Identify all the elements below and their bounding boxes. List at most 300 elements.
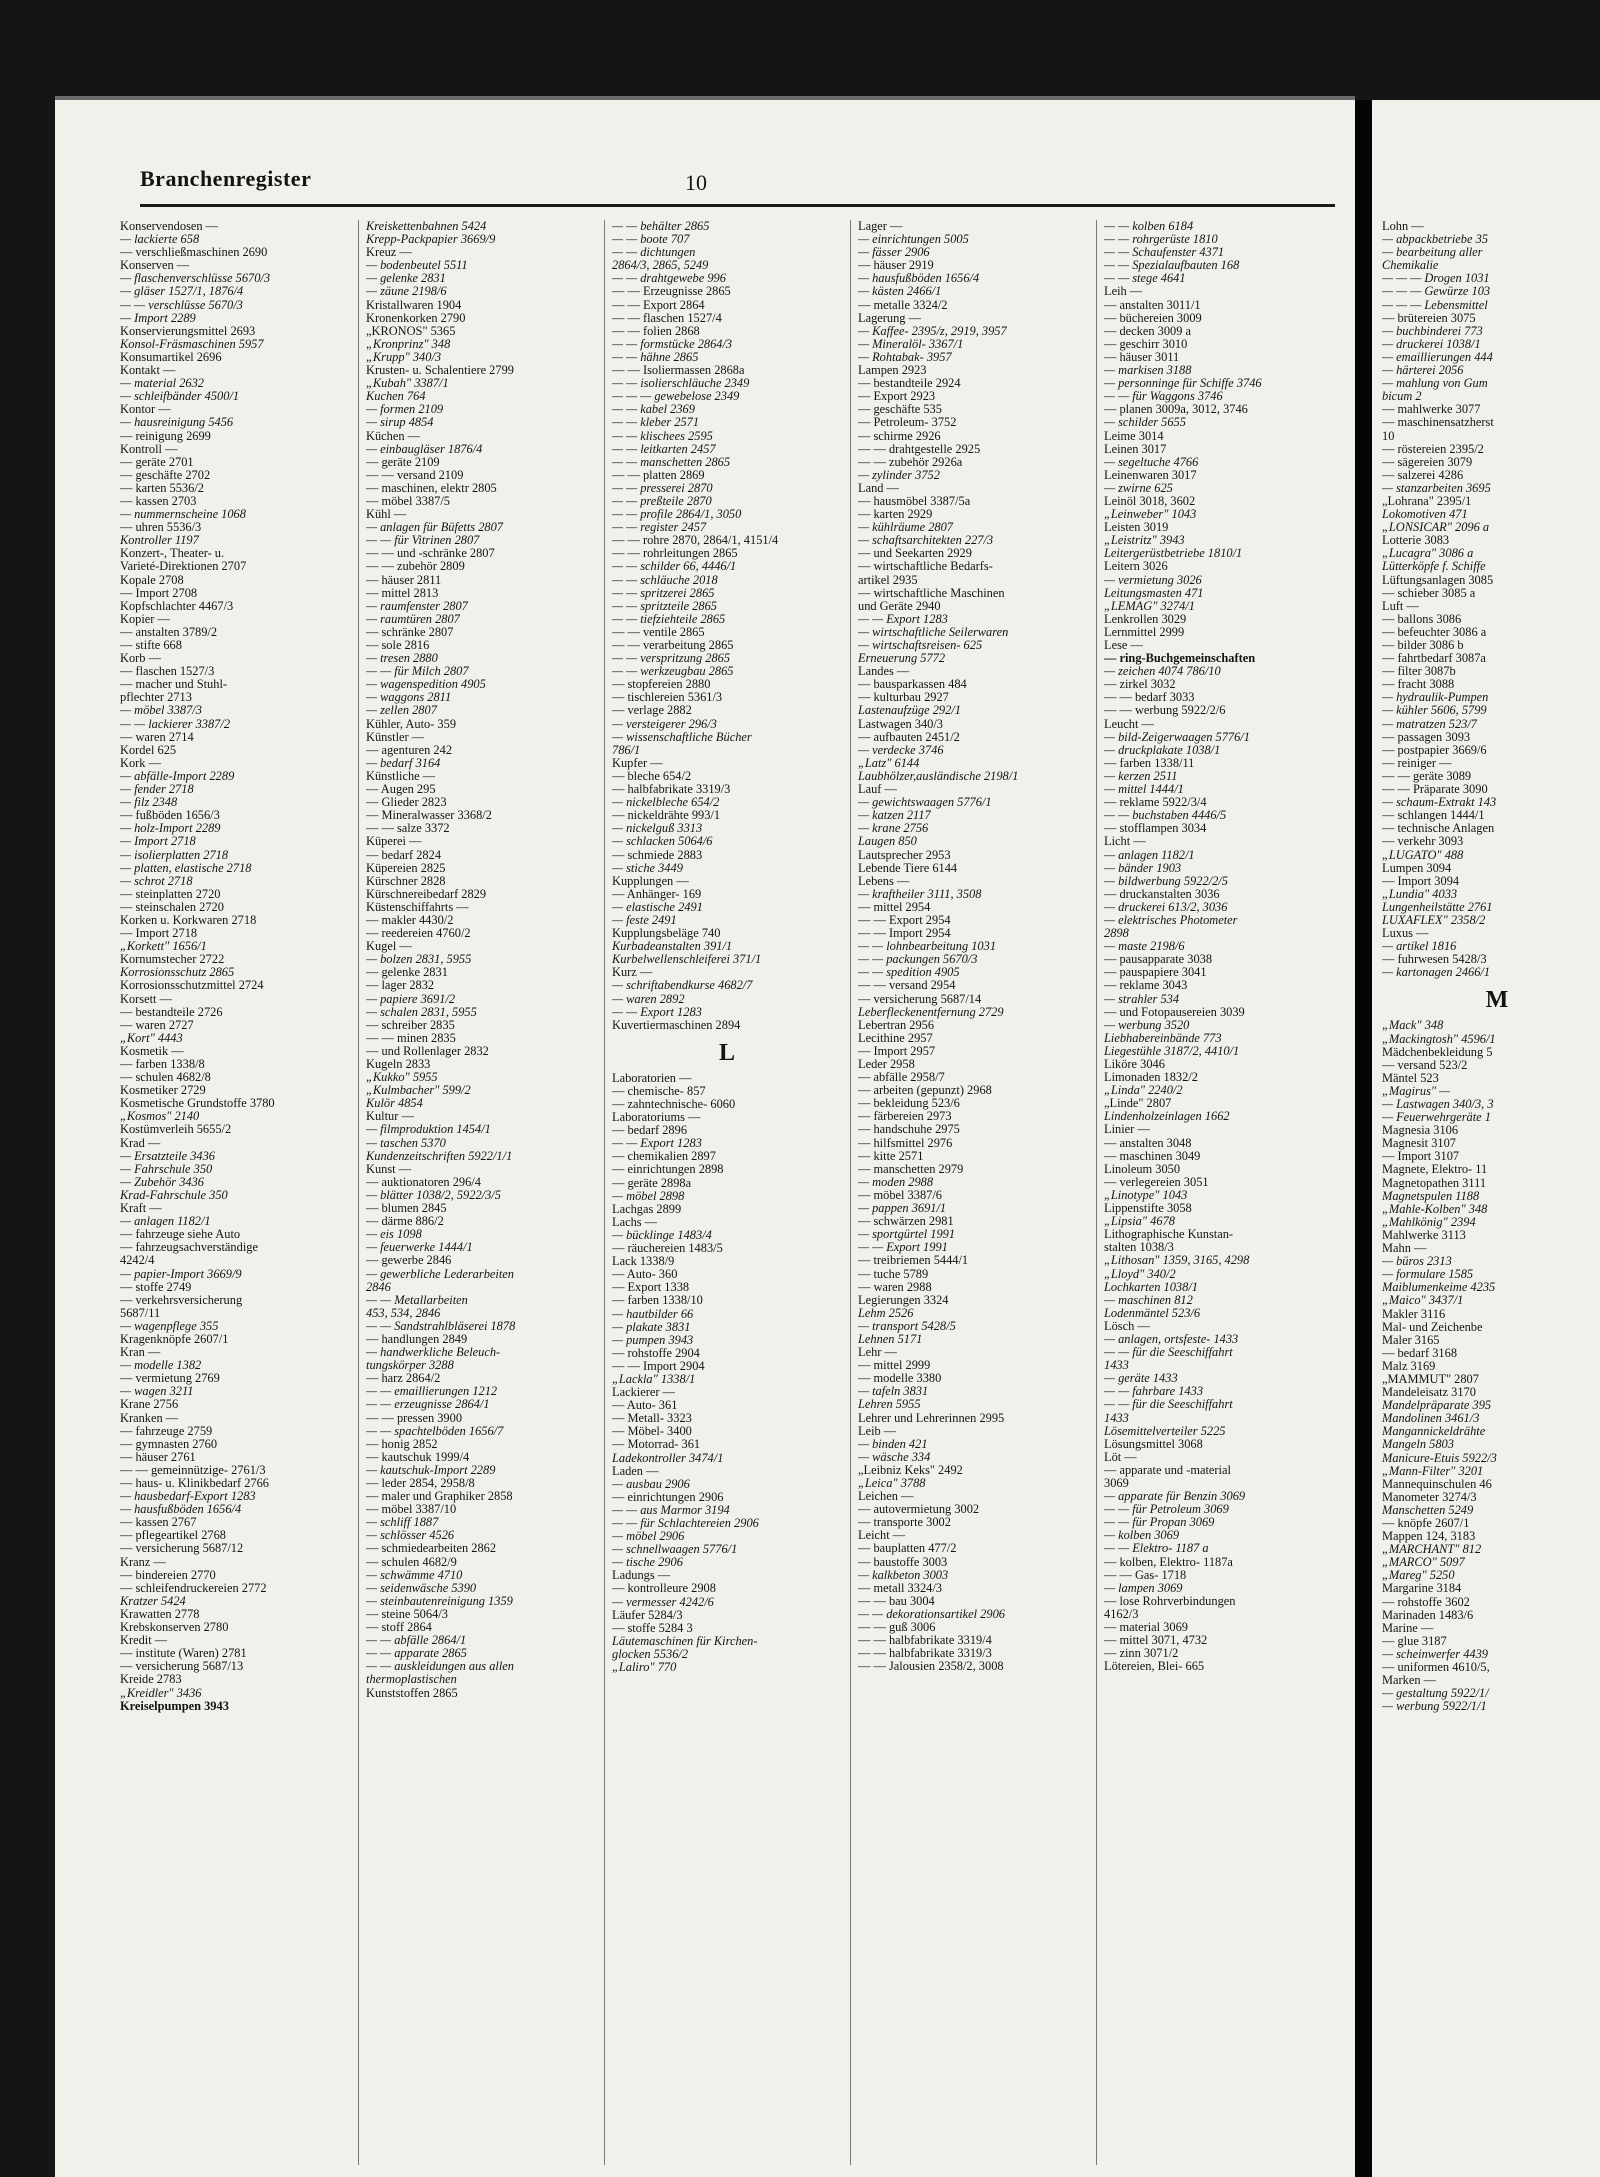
- directory-entry: — glue 3187: [1382, 1633, 1447, 1648]
- directory-entry: — — emaillierungen 1212: [366, 1385, 498, 1399]
- directory-entry: tungskörper 3288: [366, 1359, 454, 1373]
- directory-entry: — kalkbeton 3003: [858, 1568, 949, 1582]
- directory-entry: — — Jalousien 2358/2, 3008: [858, 1660, 1004, 1674]
- directory-entry: — Import 3107: [1382, 1149, 1460, 1164]
- directory-entry: — — drahtgestelle 2925: [858, 442, 981, 456]
- directory-entry: Lecithine 2957: [858, 1031, 933, 1045]
- directory-entry: — nickelbleche 654/2: [612, 796, 720, 810]
- directory-entry: Krebskonserven 2780: [120, 1621, 229, 1635]
- directory-entry: — schrot 2718: [120, 874, 193, 888]
- directory-entry: „Mahle-Kolben" 348: [1382, 1201, 1488, 1216]
- directory-entry: Mandolinen 3461/3: [1382, 1411, 1480, 1426]
- directory-entry: — — folien 2868: [612, 324, 700, 338]
- directory-entry: Limonaden 1832/2: [1104, 1071, 1198, 1085]
- directory-entry: Kostümverleih 5655/2: [120, 1123, 232, 1137]
- directory-entry: „MARCO" 5097: [1382, 1555, 1465, 1570]
- directory-entry: — — verspritzung 2865: [612, 652, 731, 666]
- directory-entry: Kranken —: [120, 1411, 179, 1425]
- directory-entry: — fahrtbedarf 3087a: [1382, 651, 1486, 666]
- directory-entry: — räuchereien 1483/5: [612, 1242, 723, 1256]
- directory-entry: Läutemaschinen für Kirchen-: [612, 1634, 758, 1648]
- directory-entry: — waren 2892: [612, 992, 685, 1006]
- directory-entry: — — Export 2864: [612, 298, 705, 312]
- directory-entry: — bleche 654/2: [612, 769, 692, 783]
- directory-entry: Kronenkorken 2790: [366, 311, 466, 325]
- directory-entry: — markisen 3188: [1104, 364, 1192, 378]
- directory-entry: — mittel 2999: [858, 1359, 931, 1373]
- directory-entry: — versicherung 5687/14: [858, 992, 982, 1006]
- directory-entry: — mahlung von Gum: [1382, 376, 1488, 391]
- directory-entry: Lösemittelverteiler 5225: [1104, 1424, 1226, 1438]
- directory-entry: 5687/11: [120, 1306, 161, 1320]
- directory-entry: — honig 2852: [366, 1437, 438, 1451]
- directory-entry: — geräte 2109: [366, 455, 440, 469]
- directory-entry: — holz-Import 2289: [120, 822, 221, 836]
- directory-entry: Künstler —: [366, 730, 425, 744]
- directory-entry: — kraftheiler 3111, 3508: [858, 887, 982, 901]
- directory-entry: — bildwerbung 5922/2/5: [1104, 874, 1228, 888]
- directory-entry: — transporte 3002: [858, 1516, 951, 1530]
- directory-entry: — bodenbeutel 5511: [366, 259, 468, 273]
- directory-entry: Kork —: [120, 756, 161, 770]
- directory-entry: Kreiselpumpen 3943: [120, 1699, 229, 1713]
- directory-entry: — tresen 2880: [366, 652, 438, 666]
- directory-entry: 2898: [1104, 927, 1129, 941]
- directory-entry: — uniformen 4610/5,: [1382, 1660, 1490, 1675]
- facing-page-column: [1382, 220, 1600, 2170]
- directory-entry: — möbel 3387/5: [366, 494, 450, 508]
- directory-entry: Ladekontroller 3474/1: [612, 1451, 724, 1465]
- directory-entry: — Motorrad- 361: [612, 1438, 701, 1452]
- directory-entry: Lackierer —: [612, 1386, 675, 1400]
- directory-entry: — — Spezialaufbauten 168: [1104, 259, 1240, 273]
- directory-entry: — druckanstalten 3036: [1104, 887, 1220, 901]
- directory-entry: — wirtschaftliche Seilerwaren: [858, 625, 1009, 639]
- directory-entry: Kopale 2708: [120, 573, 184, 587]
- directory-entry: — leder 2854, 2958/8: [366, 1477, 475, 1490]
- directory-entry: 4162/3: [1104, 1607, 1139, 1621]
- directory-entry: „Mackingtosh" 4596/1: [1382, 1031, 1496, 1046]
- directory-entry: — elektrisches Photometer: [1104, 913, 1238, 927]
- directory-entry: — zinn 3071/2: [1104, 1647, 1179, 1661]
- directory-entry: — raumfenster 2807: [366, 599, 468, 613]
- directory-entry: — reinigung 2699: [120, 429, 211, 443]
- directory-entry: Leicht —: [858, 1529, 906, 1543]
- directory-entry: — schwämme 4710: [366, 1568, 463, 1582]
- directory-entry: — krane 2756: [858, 822, 929, 836]
- directory-entry: — häuser 2919: [858, 259, 934, 273]
- directory-entry: Kopfschlachter 4467/3: [120, 599, 234, 613]
- directory-entry: — kontrolleure 2908: [612, 1582, 716, 1596]
- directory-entry: — platten, elastische 2718: [120, 861, 252, 875]
- directory-entry: — — schilder 66, 4446/1: [612, 560, 737, 574]
- directory-entry: Laubhölzer,ausländische 2198/1: [858, 769, 1019, 783]
- directory-entry: — schilder 5655: [1104, 416, 1186, 430]
- directory-entry: „Mahlkönig" 2394: [1382, 1214, 1476, 1229]
- directory-entry: Kuvertiermaschinen 2894: [612, 1018, 741, 1032]
- directory-entry: — verkehrsversicherung: [120, 1293, 243, 1307]
- directory-entry: Kunststoffen 2865: [366, 1686, 458, 1700]
- directory-entry: — ausbau 2906: [612, 1477, 690, 1491]
- directory-entry: Krad-Fahrschule 350: [120, 1188, 228, 1202]
- directory-entry: stalten 1038/3: [1104, 1241, 1174, 1255]
- directory-entry: LUXAFLEX" 2358/2: [1382, 912, 1486, 927]
- directory-entry: — auktionatoren 296/4: [366, 1175, 481, 1189]
- directory-entry: — Zubehör 3436: [120, 1175, 204, 1189]
- section-letter: M: [1485, 987, 1509, 1014]
- directory-entry: — bedarf 3164: [366, 756, 441, 770]
- directory-entry: 453, 534, 2846: [366, 1306, 441, 1320]
- directory-entry: — segeltuche 4766: [1104, 455, 1199, 469]
- directory-entry: — geschäfte 535: [858, 403, 942, 417]
- directory-entry: „Mack" 348: [1382, 1018, 1444, 1033]
- directory-entry: — lager 2832: [366, 979, 435, 993]
- directory-entry: 2846: [366, 1280, 391, 1294]
- directory-entry: — schalen 2831, 5955: [366, 1005, 477, 1019]
- directory-entry: — nummernscheine 1068: [120, 508, 246, 522]
- directory-entry: — gestaltung 5922/1/: [1382, 1686, 1489, 1701]
- directory-entry: — — — Drogen 1031: [1382, 271, 1490, 286]
- directory-entry: — harz 2864/2: [366, 1372, 441, 1386]
- directory-entry: Magnetspulen 1188: [1382, 1188, 1480, 1203]
- directory-entry: und Geräte 2940: [858, 599, 941, 613]
- directory-entry: 1433: [1104, 1411, 1129, 1425]
- directory-entry: — schreiber 2835: [366, 1018, 455, 1032]
- directory-entry: — treibriemen 5444/1: [858, 1254, 969, 1268]
- column-divider: [604, 220, 605, 2165]
- directory-entry: — mahlwerke 3077: [1382, 402, 1481, 417]
- directory-entry: — — fahrbare 1433: [1104, 1385, 1204, 1399]
- directory-entry: — — kolben 6184: [1104, 220, 1194, 233]
- directory-entry: Kürschner 2828: [366, 874, 446, 888]
- directory-entry: — waren 2727: [120, 1018, 194, 1032]
- directory-entry: — wäsche 334: [858, 1450, 931, 1464]
- directory-entry: — waren 2988: [858, 1280, 932, 1294]
- directory-entry: Krane 2756: [120, 1398, 179, 1412]
- directory-entry: Lumpen 3094: [1382, 860, 1452, 875]
- directory-entry: — — packungen 5670/3: [858, 953, 978, 967]
- directory-entry: — bestandteile 2924: [858, 377, 961, 391]
- directory-entry: Kurbelwellenschleiferei 371/1: [612, 953, 762, 967]
- directory-entry: — — Schaufenster 4371: [1104, 246, 1225, 260]
- directory-entry: — pumpen 3943: [612, 1333, 694, 1347]
- directory-entry: Küpereien 2825: [366, 861, 446, 875]
- directory-entry: — — minen 2835: [366, 1031, 456, 1045]
- directory-entry: Leinenwaren 3017: [1104, 468, 1197, 482]
- directory-entry: Kopier —: [120, 612, 170, 626]
- directory-entry: — chemische- 857: [612, 1084, 706, 1098]
- directory-entry: Manschetten 5249: [1382, 1502, 1474, 1517]
- directory-entry: — einrichtungen 2906: [612, 1490, 724, 1504]
- directory-entry: — nickeldrähte 993/1: [612, 809, 721, 823]
- directory-entry: „Lohrana" 2395/1: [1382, 493, 1472, 508]
- directory-entry: Leinöl 3018, 3602: [1104, 494, 1196, 508]
- directory-entry: — geräte 2898a: [612, 1176, 692, 1190]
- directory-entry: — — bau 3004: [858, 1594, 935, 1608]
- directory-entry: — — presserei 2870: [612, 481, 713, 495]
- directory-entry: — versicherung 5687/13: [120, 1660, 244, 1674]
- directory-entry: Laden —: [612, 1464, 659, 1478]
- directory-entry: — brütereien 3075: [1382, 310, 1476, 325]
- directory-entry: Ladungs —: [612, 1569, 671, 1583]
- directory-entry: — pauspapiere 3041: [1104, 966, 1207, 980]
- directory-entry: — — bedarf 3033: [1104, 691, 1195, 705]
- directory-entry: — Rohtabak- 3957: [858, 350, 952, 364]
- directory-entry: — versicherung 5687/12: [120, 1542, 244, 1556]
- directory-entry: — — gemeinnützige- 2761/3: [120, 1463, 266, 1477]
- directory-entry: Lehren 5955: [858, 1398, 921, 1412]
- directory-entry: „MARCHANT" 812: [1382, 1542, 1482, 1557]
- directory-entry: — anstalten 3011/1: [1104, 298, 1201, 312]
- directory-entry: Marine —: [1382, 1620, 1434, 1635]
- directory-entry: „Mareg" 5250: [1382, 1568, 1455, 1583]
- directory-entry: „Kubah" 3387/1: [366, 377, 449, 391]
- directory-entry: — strahler 534: [1104, 992, 1180, 1006]
- directory-entry: — — Gas- 1718: [1104, 1568, 1187, 1582]
- directory-entry: — autovermietung 3002: [858, 1503, 980, 1517]
- directory-entry: — material 3069: [1104, 1621, 1188, 1635]
- directory-entry: Leberfleckenentfernung 2729: [858, 1005, 1004, 1019]
- directory-entry: — zwirne 625: [1104, 481, 1173, 495]
- directory-entry: glocken 5536/2: [612, 1647, 689, 1661]
- directory-entry: Varieté-Direktionen 2707: [120, 560, 247, 574]
- directory-entry: — gläser 1527/1, 1876/4: [120, 285, 244, 299]
- directory-entry: — — lackierer 3387/2: [120, 717, 231, 731]
- directory-entry: — stifte 668: [120, 639, 182, 652]
- directory-entry: — geräte 2701: [120, 455, 194, 469]
- directory-entry: — anlagen 1182/1: [120, 1215, 211, 1229]
- directory-entry: — Metall- 3323: [612, 1412, 692, 1426]
- directory-entry: — pausapparate 3038: [1104, 953, 1213, 967]
- directory-entry: — kautschuk-Import 2289: [366, 1463, 496, 1477]
- directory-entry: — handlungen 2849: [366, 1332, 468, 1346]
- directory-entry: — — behälter 2865: [612, 220, 710, 233]
- directory-entry: — makler 4430/2: [366, 913, 454, 927]
- directory-entry: — bolzen 2831, 5955: [366, 953, 472, 967]
- directory-entry: Mal- und Zeichenbe: [1382, 1319, 1483, 1334]
- directory-entry: — — — Lebensmittel: [1382, 297, 1488, 312]
- directory-entry: — büros 2313: [1382, 1254, 1452, 1269]
- directory-entry: — karten 2929: [858, 508, 933, 522]
- directory-entry: — hausfußböden 1656/4: [858, 272, 980, 286]
- directory-entry: Erneuerung 5772: [858, 652, 946, 666]
- directory-entry: Kornumstecher 2722: [120, 953, 225, 967]
- directory-entry: — — spachtelböden 1656/7: [366, 1424, 504, 1438]
- directory-entry: — arbeiten (gepunzt) 2968: [858, 1084, 992, 1098]
- directory-entry: — agenturen 242: [366, 743, 453, 757]
- directory-entry: — katzen 2117: [858, 809, 931, 823]
- directory-entry: — geschirr 3010: [1104, 337, 1188, 351]
- directory-entry: — technische Anlagen: [1382, 821, 1495, 836]
- directory-entry: — büchereien 3009: [1104, 311, 1202, 325]
- directory-entry: — kühlräume 2807: [858, 521, 953, 535]
- directory-entry: Kupplungsbeläge 740: [612, 927, 721, 941]
- directory-entry: — — — gewebelose 2349: [612, 390, 740, 404]
- directory-entry: — zellen 2807: [366, 704, 437, 718]
- directory-entry: — Auto- 361: [612, 1399, 678, 1413]
- directory-entry: Kupplungen —: [612, 874, 689, 888]
- directory-entry: — karten 5536/2: [120, 481, 204, 495]
- directory-entry: Lagerung —: [858, 311, 921, 325]
- directory-entry: — — Elektro- 1187 a: [1104, 1542, 1209, 1556]
- directory-entry: — lampen 3069: [1104, 1581, 1183, 1595]
- directory-entry: „Maico" 3437/1: [1382, 1293, 1464, 1308]
- directory-entry: — — stege 4641: [1104, 272, 1186, 286]
- directory-entry: „Korkett" 1656/1: [120, 940, 207, 954]
- directory-entry: Lastwagen 340/3: [858, 717, 943, 731]
- directory-entry: — kulturbau 2927: [858, 691, 949, 705]
- directory-entry: Kreide 2783: [120, 1673, 182, 1687]
- directory-entry: — fahrzeugsachverständige: [120, 1241, 258, 1255]
- directory-entry: Lampen 2923: [858, 364, 927, 378]
- directory-entry: Legierungen 3324: [858, 1293, 949, 1307]
- directory-entry: — pflegeartikel 2768: [120, 1529, 226, 1543]
- directory-entry: — sirup 4854: [366, 416, 434, 430]
- directory-entry: — — für Petroleum 3069: [1104, 1503, 1229, 1517]
- directory-entry: — schulen 4682/8: [120, 1071, 211, 1085]
- directory-entry: — — Import 2954: [858, 927, 951, 941]
- directory-entry: — druckerei 613/2, 3036: [1104, 900, 1228, 914]
- directory-entry: Mädchenbekleidung 5: [1382, 1044, 1493, 1059]
- directory-entry: Leitungsmasten 471: [1104, 586, 1204, 600]
- directory-entry: „Leibniz Keks" 2492: [858, 1463, 963, 1477]
- directory-entry: — — isolierschläuche 2349: [612, 377, 750, 391]
- page-number: 10: [685, 170, 707, 195]
- directory-entry: Kraft —: [120, 1202, 162, 1216]
- directory-entry: — — abfälle 2864/1: [366, 1634, 467, 1648]
- directory-entry: — — Sandstrahlbläserei 1878: [366, 1319, 516, 1333]
- directory-entry: Maiblumenkeime 4235: [1382, 1280, 1496, 1295]
- directory-entry: „LEMAG" 3274/1: [1104, 599, 1195, 613]
- directory-entry: — schlacken 5064/6: [612, 835, 713, 849]
- directory-entry: — hausfußböden 1656/4: [120, 1503, 242, 1517]
- directory-entry: Kundenzeitschriften 5922/1/1: [366, 1149, 513, 1163]
- directory-entry: — bauplatten 477/2: [858, 1542, 957, 1556]
- directory-entry: „Magirus" —: [1382, 1083, 1451, 1098]
- directory-entry: — — verschlüsse 5670/3: [120, 298, 243, 312]
- directory-entry: — — für Waggons 3746: [1104, 390, 1223, 404]
- directory-entry: Kreuz —: [366, 246, 412, 260]
- directory-entry: Konservendosen —: [120, 220, 219, 233]
- directory-entry: — tuche 5789: [858, 1267, 929, 1281]
- directory-entry: — kassen 2767: [120, 1516, 197, 1530]
- directory-entry: — artikel 1816: [1382, 939, 1457, 954]
- directory-entry: — feuerwerke 1444/1: [366, 1241, 473, 1255]
- directory-entry: — — tiefziehteile 2865: [612, 612, 726, 626]
- directory-entry: — — Export 1283: [858, 612, 948, 626]
- directory-entry: — taschen 5370: [366, 1136, 446, 1150]
- directory-entry: — maler und Graphiker 2858: [366, 1490, 513, 1504]
- directory-entry: „Kosmos" 2140: [120, 1110, 200, 1124]
- directory-entry: Kordel 625: [120, 743, 177, 757]
- directory-entry: — häuser 2811: [366, 573, 442, 587]
- directory-entry: „Krupp" 340/3: [366, 350, 442, 364]
- directory-entry: — sole 2816: [366, 639, 430, 652]
- directory-entry: — stiche 3449: [612, 861, 683, 875]
- directory-entry: — — formstücke 2864/3: [612, 337, 733, 351]
- directory-entry: — formen 2109: [366, 403, 444, 417]
- directory-entry: — schaftsarchitekten 227/3: [858, 534, 994, 548]
- directory-entry: Lager —: [858, 220, 903, 233]
- directory-entry: — bücklinge 1483/4: [612, 1228, 712, 1242]
- directory-entry: — stoffe 5284 3: [612, 1621, 693, 1635]
- directory-entry: — tischlereien 5361/3: [612, 691, 723, 705]
- directory-entry: „Kort" 4443: [120, 1031, 183, 1045]
- directory-entry: — steinschalen 2720: [120, 900, 224, 914]
- directory-entry: — plakate 3831: [612, 1320, 691, 1334]
- directory-entry: — farben 1338/11: [1104, 756, 1195, 770]
- directory-entry: — waggons 2811: [366, 691, 452, 705]
- directory-entry: Kühl —: [366, 508, 407, 522]
- directory-entry: — kühler 5606, 5799: [1382, 703, 1487, 718]
- directory-entry: Leucht —: [1104, 717, 1154, 731]
- directory-entry: Krepp-Packpapier 3669/9: [366, 233, 496, 247]
- directory-entry: Mäntel 523: [1382, 1070, 1439, 1085]
- directory-entry: — stoff 2864: [366, 1621, 432, 1635]
- directory-entry: — verkehr 3093: [1382, 834, 1464, 849]
- directory-entry: — manschetten 2979: [858, 1162, 964, 1176]
- directory-entry: — schmiedearbeiten 2862: [366, 1542, 497, 1556]
- directory-entry: — Mineralwasser 3368/2: [366, 809, 492, 823]
- directory-entry: — gewerbe 2846: [366, 1254, 452, 1268]
- directory-entry: — wirtschaftsreisen- 625: [858, 639, 983, 652]
- directory-entry: „Kukko" 5955: [366, 1071, 438, 1085]
- directory-entry: Leichen —: [858, 1490, 914, 1504]
- directory-entry: — wirtschaftliche Bedarfs-: [858, 560, 993, 574]
- directory-entry: — feste 2491: [612, 913, 677, 927]
- directory-entry: 4242/4: [120, 1254, 155, 1268]
- directory-entry: Mannequinschulen 46: [1382, 1476, 1492, 1491]
- directory-entry: „Laliro" 770: [612, 1661, 677, 1675]
- directory-entry: Magnete, Elektro- 11: [1382, 1162, 1488, 1177]
- directory-entry: — — kleber 2571: [612, 416, 700, 430]
- directory-entry: — gelenke 2831: [366, 272, 446, 286]
- directory-entry: — reiniger —: [1382, 755, 1452, 770]
- directory-entry: 2864/3, 2865, 5249: [612, 259, 709, 273]
- directory-entry: — Import 3094: [1382, 873, 1460, 888]
- directory-entry: — — apparate 2865: [366, 1647, 467, 1661]
- directory-entry: — — auskleidungen aus allen: [366, 1660, 514, 1674]
- directory-entry: — — spedition 4905: [858, 966, 960, 980]
- directory-entry: — vermesser 4242/6: [612, 1595, 714, 1609]
- directory-entry: — handschuhe 2975: [858, 1123, 960, 1137]
- directory-entry: — — Isoliermassen 2868a: [612, 364, 745, 378]
- directory-entry: — schleifbänder 4500/1: [120, 390, 240, 404]
- directory-entry: — flaschenverschlüsse 5670/3: [120, 272, 271, 286]
- directory-entry: — sägereien 3079: [1382, 454, 1473, 469]
- directory-entry: Lautsprecher 2953: [858, 848, 951, 862]
- directory-entry: — bestandteile 2726: [120, 1005, 223, 1019]
- directory-entry: — — — Gewürze 103: [1382, 284, 1491, 299]
- book-gutter: [1355, 100, 1372, 2177]
- directory-entry: Lehrer und Lehrerinnen 2995: [858, 1411, 1005, 1425]
- entry-column-3: [612, 220, 842, 2170]
- directory-entry: — Import 2718: [120, 927, 198, 941]
- directory-entry: — befeuchter 3086 a: [1382, 624, 1487, 639]
- directory-entry: — — für Schlachtereien 2906: [612, 1517, 759, 1530]
- directory-entry: Küperei —: [366, 835, 422, 849]
- directory-entry: — — für Propan 3069: [1104, 1516, 1215, 1530]
- directory-entry: „Kreidler" 3436: [120, 1686, 202, 1700]
- directory-entry: — einbaugläser 1876/4: [366, 442, 483, 456]
- directory-entry: Lese —: [1104, 639, 1143, 652]
- directory-entry: — fender 2718: [120, 783, 194, 797]
- directory-entry: — kolben, Elektro- 1187a: [1104, 1555, 1233, 1569]
- directory-entry: Kosmetische Grundstoffe 3780: [120, 1097, 275, 1111]
- column-divider: [1096, 220, 1097, 2165]
- directory-entry: bicum 2: [1382, 389, 1422, 404]
- directory-entry: Lebertran 2956: [858, 1018, 935, 1032]
